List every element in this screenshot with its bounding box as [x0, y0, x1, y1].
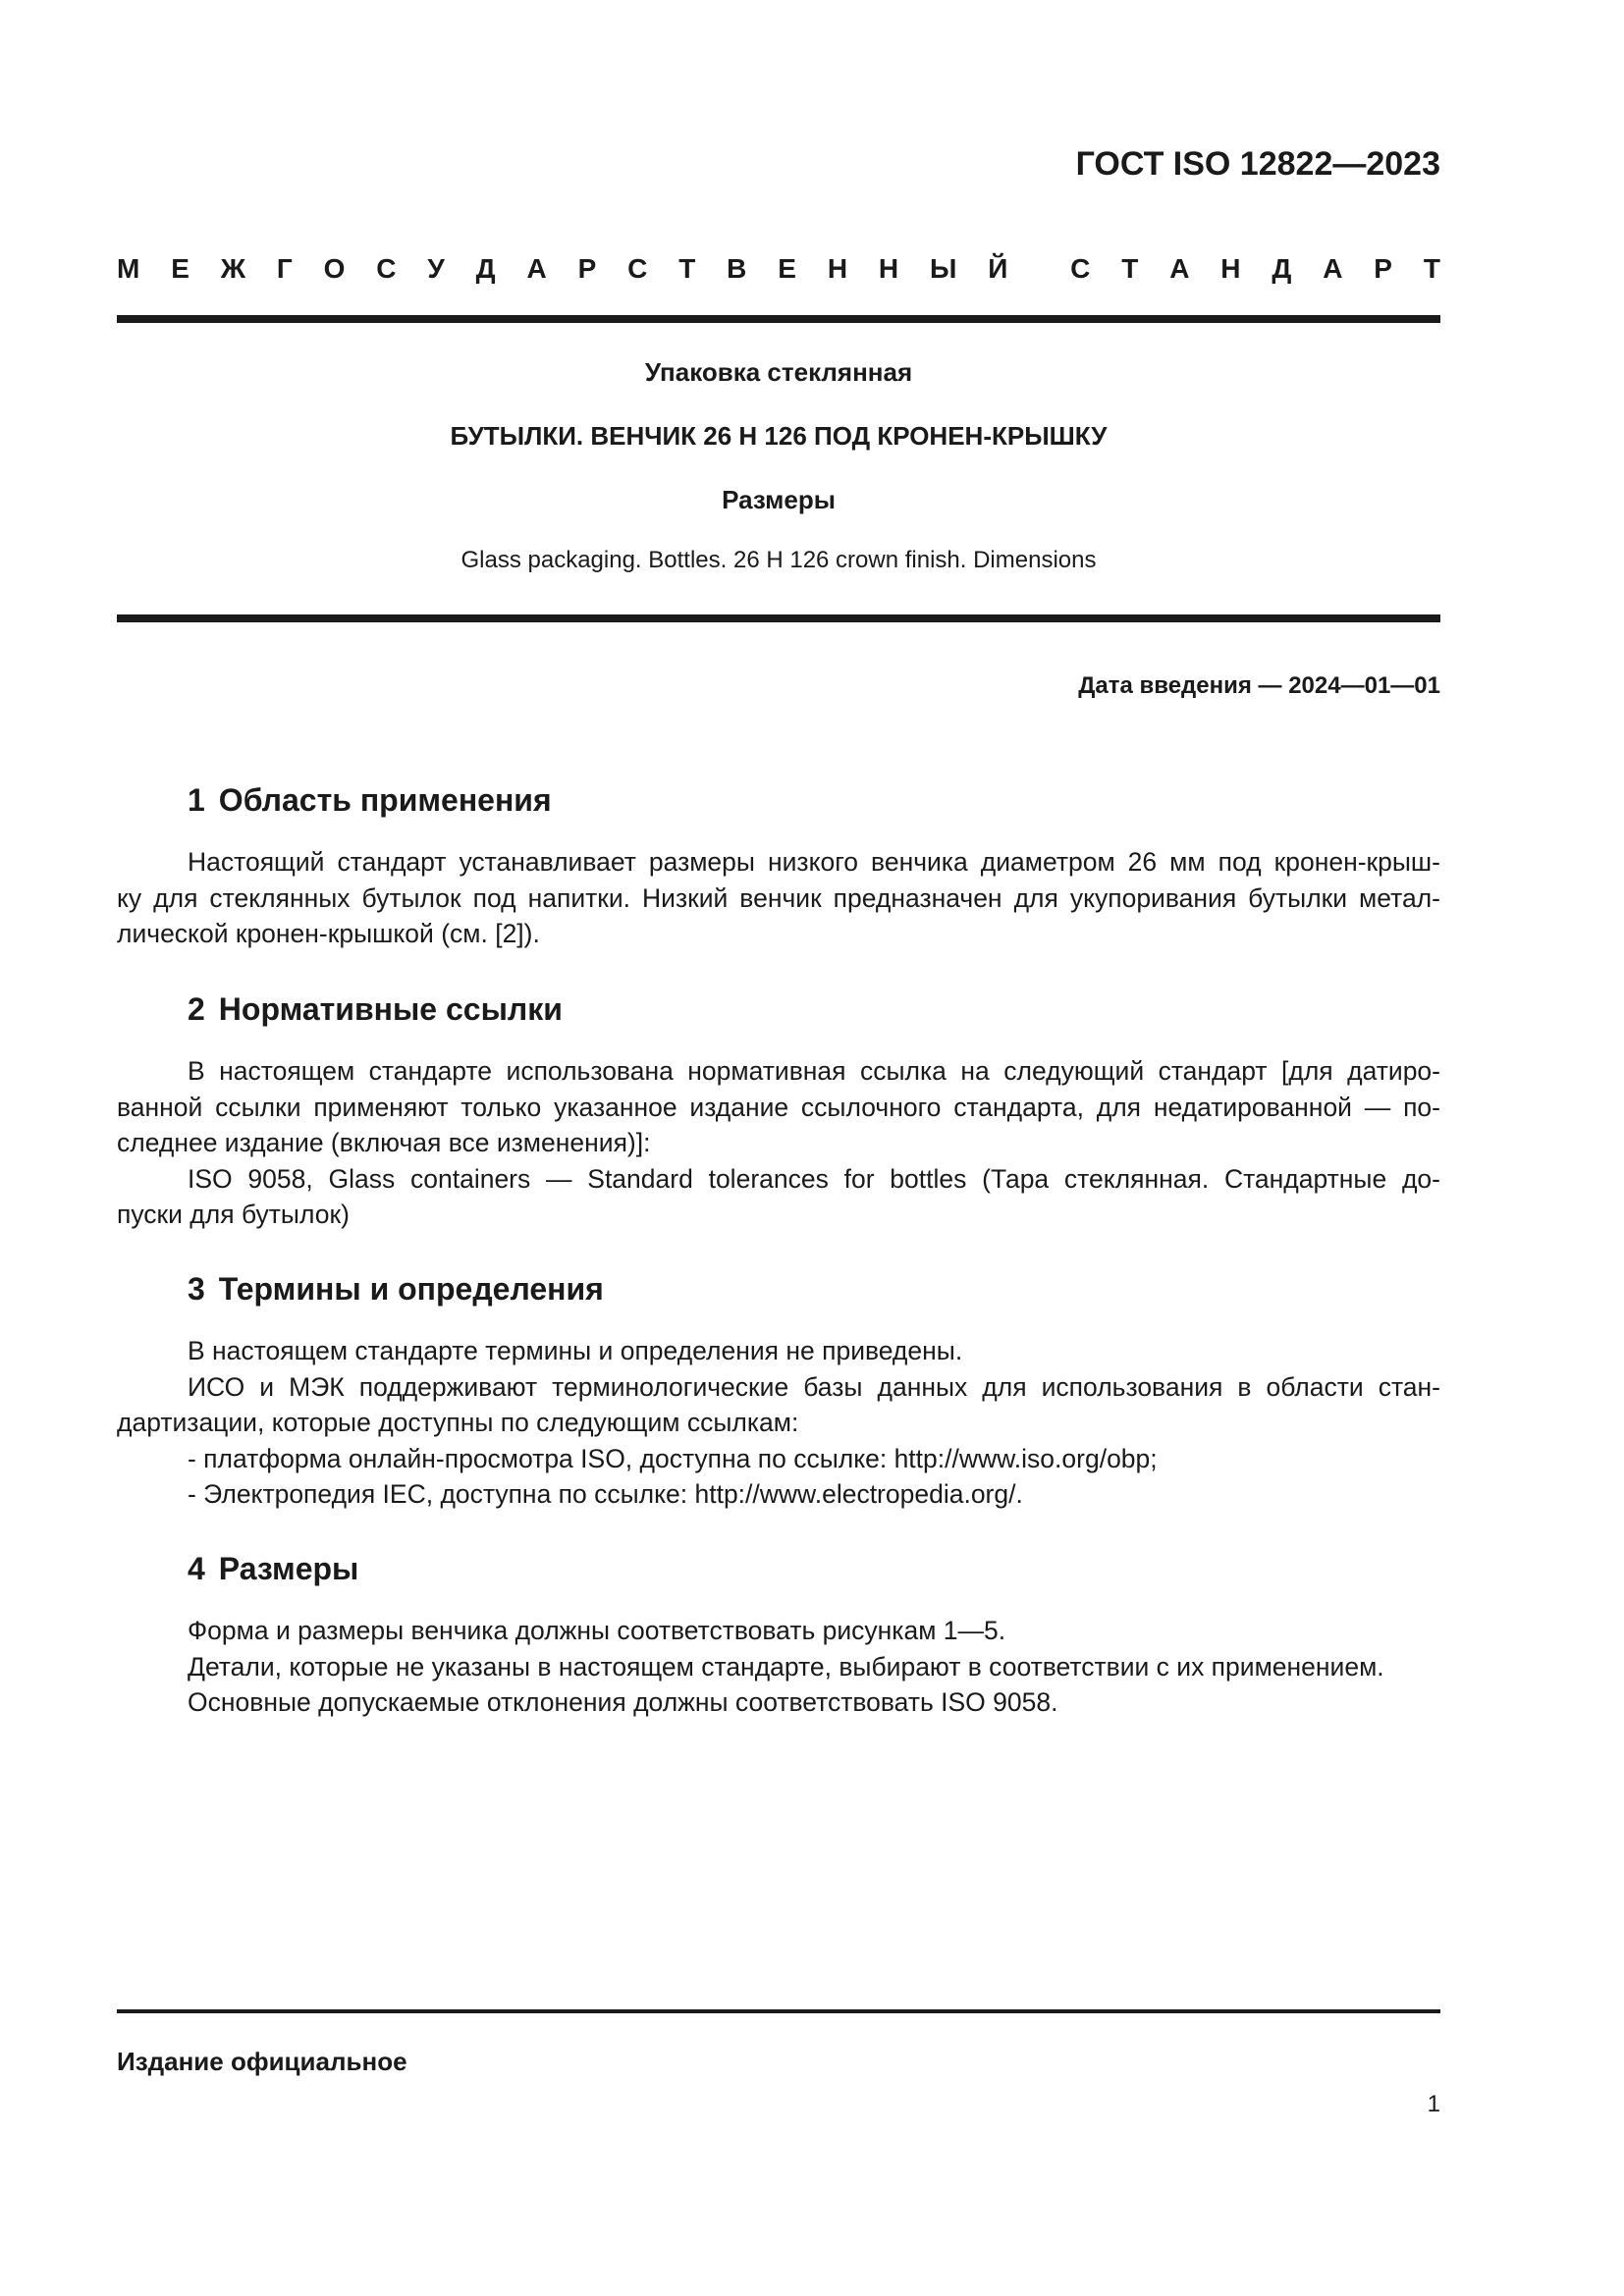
footer-divider: [117, 2009, 1440, 2013]
text-line: ку для стеклянных бутылок под напитки. Низкий венчик предназначен для укупоривания бутылки метал-: [117, 882, 1440, 913]
section-heading-scope: [188, 782, 552, 819]
document-subject: Упаковка стеклянная: [644, 357, 913, 387]
section-number: 3: [188, 1271, 205, 1307]
section-number: 4: [188, 1551, 205, 1586]
standard-type-letter: Д: [475, 253, 496, 284]
text-line: пуски для бутылок): [117, 1200, 350, 1229]
standard-type-letter: С: [376, 253, 397, 284]
section-heading-dimensions: [188, 1551, 358, 1587]
standard-type-heading: [117, 252, 1440, 286]
section-body-dimensions: [117, 1613, 1440, 1721]
text-line: Детали, которые не указаны в настоящем стандарте, выбирают в соответствии с их применением.: [188, 1651, 1384, 1682]
english-title: Glass packaging. Bottles. 26 H 126 crown finish. Dimensions: [460, 547, 1097, 573]
introduction-date: Дата введения — 2024—01—01: [1078, 672, 1440, 699]
standard-type-letter: Й: [988, 253, 1008, 284]
standard-type-letter: Е: [171, 253, 189, 284]
text-line: дартизации, которые доступны по следующим ссылкам:: [117, 1408, 799, 1437]
document-title: БУТЫЛКИ. ВЕНЧИК 26 Н 126 ПОД КРОНЕН-КРЫШКУ: [450, 421, 1108, 451]
page-number: 1: [1427, 2091, 1440, 2117]
standard-type-letter: Т: [1121, 253, 1139, 284]
text-line: ИСО и МЭК поддерживают терминологические базы данных для использования в области стан-: [188, 1371, 1440, 1402]
standard-type-letter: С: [627, 253, 648, 284]
text-line: следнее издание (включая все изменения)]:: [117, 1128, 651, 1157]
standard-type-letter: Т: [678, 253, 696, 284]
title-divider: [117, 614, 1440, 622]
text-line: Форма и размеры венчика должны соответствовать рисункам 1—5.: [188, 1616, 1006, 1645]
text-line: лической кронен-крышкой (см. [2]).: [117, 919, 540, 948]
section-heading-normative-references: [188, 991, 563, 1028]
document-code: ГОСТ ISO 12822—2023: [1075, 145, 1440, 183]
standard-type-letter: Н: [827, 253, 848, 284]
section-title: Нормативные ссылки: [218, 991, 563, 1027]
section-number: 2: [188, 991, 205, 1027]
section-heading-terms: [188, 1271, 604, 1308]
standard-type-letter: В: [727, 253, 747, 284]
section-title: Термины и определения: [218, 1271, 604, 1307]
standard-type-letter: А: [1323, 253, 1343, 284]
standard-type-letter: Н: [1220, 253, 1241, 284]
standard-type-letter: С: [1070, 253, 1091, 284]
standard-type-letter: Ы: [930, 253, 957, 284]
section-title: Размеры: [218, 1551, 359, 1586]
text-line: ванной ссылки применяют только указанное издание ссылочного стандарта, для недатированной — по-: [117, 1092, 1440, 1122]
document-subtitle: Размеры: [722, 485, 836, 514]
section-title: Область применения: [218, 782, 552, 818]
standard-type-letter: Р: [577, 253, 597, 284]
standard-type-letter: Е: [778, 253, 796, 284]
header-divider: [117, 315, 1440, 323]
text-line: В настоящем стандарте термины и определения не приведены.: [188, 1336, 963, 1365]
standard-type-letter: Р: [1374, 253, 1392, 284]
text-line: В настоящем стандарте использована нормативная ссылка на следующий стандарт [для датиро-: [188, 1056, 1440, 1086]
standard-type-letter: У: [427, 253, 445, 284]
section-number: 1: [188, 782, 205, 818]
section-body-terms: [117, 1333, 1440, 1513]
section-body-scope: [117, 844, 1440, 952]
text-line: Настоящий стандарт устанавливает размеры низкого венчика диаметром 26 мм под кронен-крыш-: [188, 847, 1440, 877]
list-item: - платформа онлайн-просмотра ISO, доступна по ссылке: http://www.iso.org/obp;: [188, 1443, 1158, 1473]
standard-type-letter: О: [323, 253, 346, 284]
text-line: Основные допускаемые отклонения должны соответствовать ISO 9058.: [188, 1687, 1058, 1717]
section-body-normative-references: [117, 1053, 1440, 1233]
standard-type-letter: Г: [276, 253, 293, 284]
text-line: ISO 9058, Glass containers — Standard tolerances for bottles (Тара стеклянная. Стандартные до-: [188, 1163, 1440, 1194]
standard-type-letter: Т: [1423, 253, 1440, 284]
standard-type-letter: Д: [1272, 253, 1292, 284]
standard-type-letter: А: [526, 253, 547, 284]
standard-type-letter: Ж: [220, 253, 246, 284]
list-item: - Электропедия IEC, доступна по ссылке: http://www.electropedia.org/.: [188, 1479, 1023, 1509]
standard-type-letter: Н: [878, 253, 899, 284]
standard-type-letter: М: [117, 253, 140, 284]
edition-label: Издание официальное: [117, 2047, 407, 2076]
standard-type-letter: А: [1169, 253, 1190, 284]
